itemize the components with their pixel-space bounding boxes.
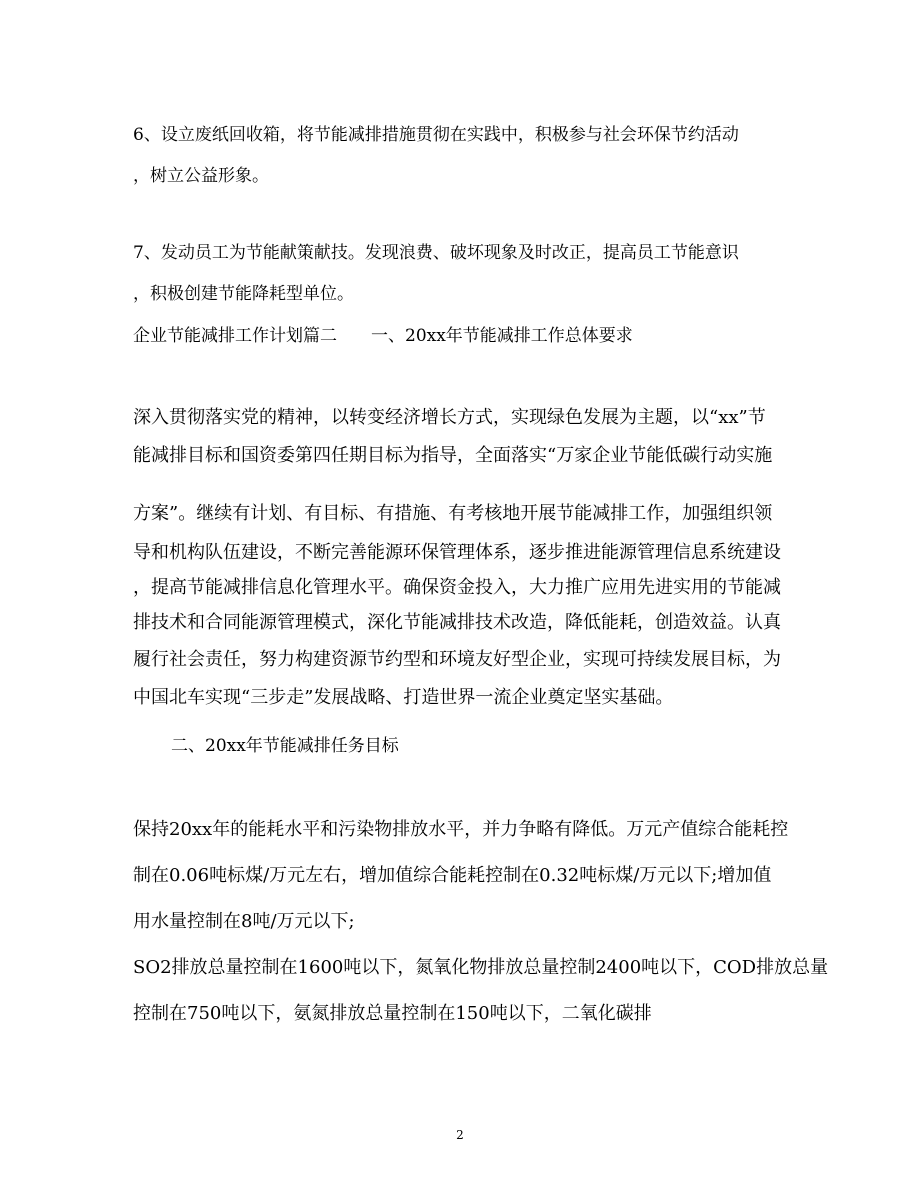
section-heading: 二、20xx年节能减排任务目标 <box>171 736 399 756</box>
text-line: 中国北车实现“三步走”发展战略、打造世界一流企业奠定坚实基础。 <box>133 687 674 708</box>
text-line: 用水量控制在8吨/万元以下; <box>133 911 355 932</box>
text-line: 6、设立废纸回收箱，将节能减排措施贯彻在实践中，积极参与社会环保节约活动 <box>133 125 739 145</box>
page-number: 2 <box>456 1128 464 1142</box>
text-line: ，积极创建节能降耗型单位。 <box>133 284 354 304</box>
text-line: 深入贯彻落实党的精神，以转变经济增长方式，实现绿色发展为主题，以“xx”节 <box>133 407 766 428</box>
text-line: 制在0.06吨标煤/万元左右，增加值综合能耗控制在0.32吨标煤/万元以下;增加值 <box>133 865 772 886</box>
text-line: 控制在750吨以下，氨氮排放总量控制在150吨以下，二氧化碳排 <box>133 1003 652 1024</box>
text-line: ，提高节能减排信息化管理水平。确保资金投入，大力推广应用先进实用的节能减 <box>133 577 781 598</box>
text-line: ，树立公益形象。 <box>133 166 269 186</box>
text-line: 能减排目标和国资委第四任期目标为指导，全面落实“万家企业节能低碳行动实施 <box>133 445 773 466</box>
text-line: 方案”。继续有计划、有目标、有措施、有考核地开展节能减排工作，加强组织领 <box>133 503 773 524</box>
text-line: 履行社会责任，努力构建资源节约型和环境友好型企业，实现可持续发展目标，为 <box>133 649 781 670</box>
section-heading: 企业节能减排工作计划篇二 一、20xx年节能减排工作总体要求 <box>133 326 633 346</box>
text-line: 7、发动员工为节能献策献技。发现浪费、破坏现象及时改正，提高员工节能意识 <box>133 243 739 263</box>
text-line: 排技术和合同能源管理模式，深化节能减排技术改造，降低能耗，创造效益。认真 <box>133 612 781 633</box>
text-line: 保持20xx年的能耗水平和污染物排放水平，并力争略有降低。万元产值综合能耗控 <box>133 819 789 840</box>
text-line: 导和机构队伍建设，不断完善能源环保管理体系，逐步推进能源管理信息系统建设 <box>133 542 781 563</box>
text-line: SO2排放总量控制在1600吨以下，氮氧化物排放总量控制2400吨以下，COD排放总量 <box>133 957 829 978</box>
